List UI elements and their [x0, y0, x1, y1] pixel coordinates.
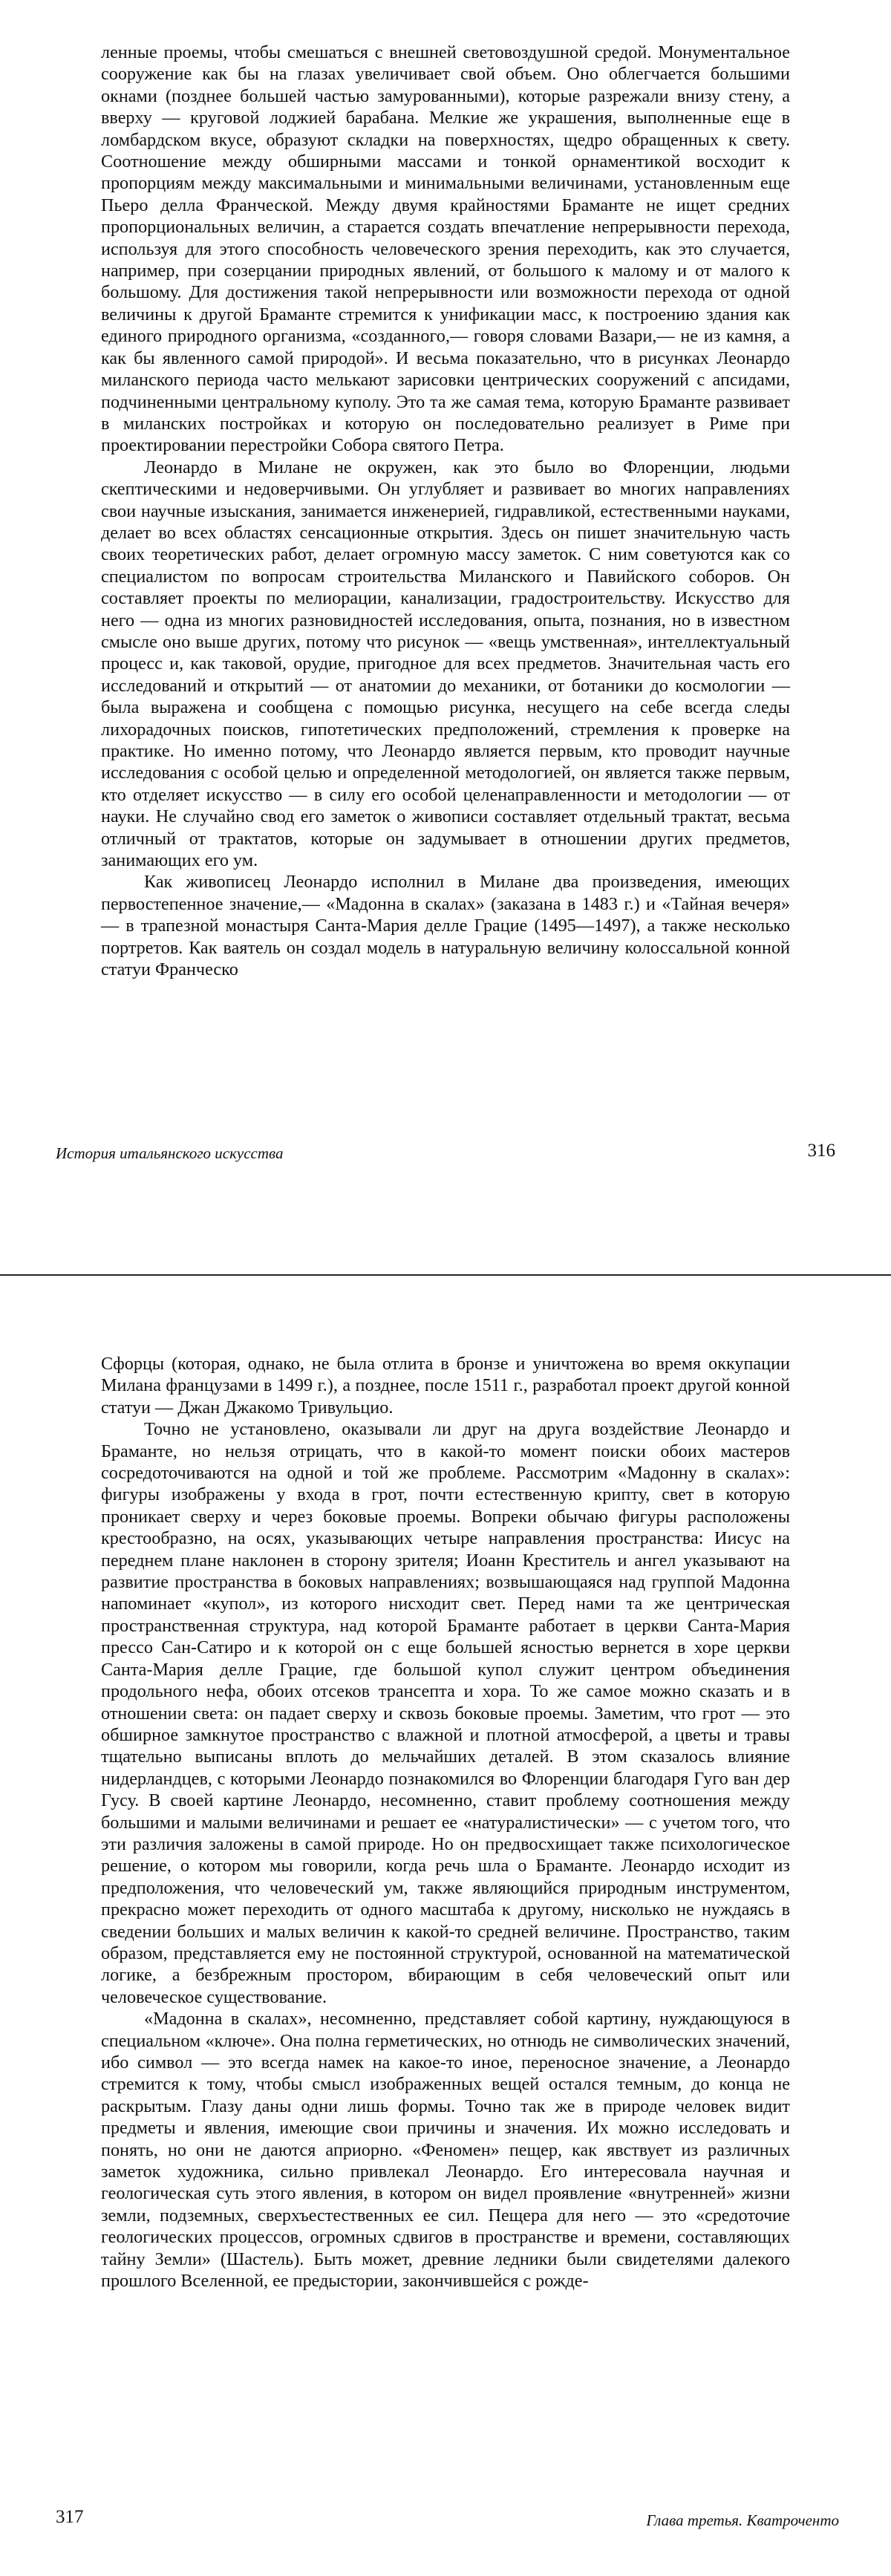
page-316-body [101, 42, 790, 980]
paragraph: «Мадонна в скалах», несомненно, представляет собой картину, нуждающуюся в специальном «ключе». Она полна герметических, но отнюдь не символических значений, ибо символ — это всегда намек на какое-то иное, переносное значение, а Леонардо стремится к тому, чтобы смысл изображенных вещей остался темным, до конца не раскрытым. Глазу даны одни лишь формы. Точно так же в природе человек видит предметы и явления, имеющие свои причины и значения. Их можно исследовать и понять, но они не даются априорно. «Феномен» пещер, как явствует из различных заметок художника, сильно привлекал Леонардо. Его интересовала научная и геологическая суть этого явления, в котором он видел проявление «внутренней» жизни земли, подземных, сверхъестественных ее сил. Пещера для него — это «средоточие геологических процессов, огромных сдвигов в пространстве и времени, составляющих тайну Земли» (Шастель). Быть может, древние ледники были свидетелями далекого прошлого Вселенной, ее предыстории, закончившейся с рожде- [101, 2009, 790, 2292]
paragraph: Леонардо в Милане не окружен, как это было во Флоренции, людьми скептическими и недоверчивыми. Он углубляет и развивает во многих направлениях свои научные изыскания, занимается инженерией, гидравликой, естественными науками, делает во всех областях сенсационные открытия. Здесь он пишет значительную часть своих теоретических работ, делает огромную массу заметок. С ним советуются как со специалистом по вопросам строительства Миланского и Павийского соборов. Он составляет проекты по мелиорации, канализации, градостроительству. Искусство для него — одна из многих разновидностей исследования, опыта, познания, но в известном смысле оно выше других, потому что рисунок — «вещь умственная», интеллектуальный процесс и, как таковой, орудие, пригодное для всех предметов. Значительная часть его исследований и открытий — от анатомии до механики, от ботаники до космологии — была выражена и сообщена с помощью рисунка, несущего на себе всегда следы лихорадочных поисков, гипотетических предположений, стремления к проверке на практике. Но именно потому, что Леонардо является первым, кто проводит научные исследования с особой целью и определенной методологией, он является также первым, кто отделяет искусство — в силу его особой целенаправленности и методологии — от науки. Не случайно свод его заметок о живописи составляет отдельный трактат, весьма отличный от трактатов, которые он задумывает в отношении других предметов, занимающих его ум. [101, 457, 790, 871]
page-number: 316 [807, 1141, 835, 1161]
running-title: История итальянского искусства [56, 1144, 284, 1162]
page-317 [0, 1274, 891, 2576]
paragraph: ленные проемы, чтобы смешаться с внешней световоздушной средой. Монументальное сооружение как бы на глазах увеличивает свой объем. Оно облегчается большими окнами (позднее большей частью замурованными), которые разрежали внизу стену, а вверху — круговой лоджией барабана. Мелкие же украшения, выполненные еще в ломбардском вкусе, образуют складки на поверхностях, щедро обращенных к свету. Соотношение между обширными массами и тонкой орнаментикой восходит к пропорциям между максимальными и минимальными величинами, установленным еще Пьеро делла Франческой. Между двумя крайностями Браманте не ищет средних пропорциональных величин, а старается создать впечатление непрерывности перехода, используя для этого способность человеческого зрения переходить, как это случается, например, при созерцании природных явлений, от большого к малому и от малого к большому. Для достижения такой непрерывности или возможности перехода от одной величины к другой Браманте стремится к унификации масс, к построению здания как единого природного организма, «созданного,— говоря словами Вазари,— не из камня, а как бы явленного самой природой». И весьма показательно, что в рисунках Леонардо миланского периода часто мелькают зарисовки центрических сооружений с апсидами, подчиненными центральному куполу. Это та же самая тема, которую Браманте развивает в миланских постройках и которую он последовательно реализует в Риме при проектировании перестройки Собора святого Петра. [101, 42, 790, 456]
paragraph: Как живописец Леонардо исполнил в Милане два произведения, имеющих первостепенное значение,— «Мадонна в скалах» (заказана в 1483 г.) и «Тайная вечеря» — в трапезной монастыря Санта-Мария делле Грацие (1495—1497), а также несколько портретов. Как ваятель он создал модель в натуральную величину колоссальной конной статуи Франческо [101, 872, 790, 980]
page-317-body [101, 1353, 790, 2292]
page-number: 317 [56, 2507, 84, 2527]
paragraph: Сфорцы (которая, однако, не была отлита в бронзе и уничтожена во время оккупации Милана французами в 1499 г.), а позднее, после 1511 г., разработал проект другой конной статуи — Джан Джакомо Тривульцио. [101, 1354, 790, 1418]
chapter-title: Глава третья. Кватроченто [646, 2511, 839, 2529]
paragraph: Точно не установлено, оказывали ли друг на друга воздействие Леонардо и Браманте, но нельзя отрицать, что в какой-то момент поиски обоих мастеров сосредоточиваются на одной и той же проблеме. Рассмотрим «Мадонну в скалах»: фигуры изображены у входа в грот, почти естественную крипту, свет в которую проникает сверху и через боковые проемы. Вопреки обычаю фигуры расположены крестообразно, на осях, указывающих четыре направления пространства: Иисус на переднем плане наклонен в сторону зрителя; Иоанн Креститель и ангел указывают на развитие пространства в боковых направлениях; возвышающаяся над группой Мадонна напоминает «купол», из которого нисходит свет. Перед нами та же центрическая пространственная структура, над которой Браманте работает в церкви Санта-Мария прессо Сан-Сатиро и к которой он с еще большей ясностью вернется в хоре церкви Санта-Мария делле Грацие, где большой купол служит центром объединения продольного нефа, обоих отсеков трансепта и хора. То же самое можно сказать и в отношении света: он падает сверху и сквозь боковые проемы. Заметим, что грот — это обширное замкнутое пространство с влажной и плотной атмосферой, а цветы и травы тщательно выписаны вплоть до мельчайших деталей. В этом сказалось влияние нидерландцев, с которыми Леонардо познакомился во Флоренции благодаря Гуго ван дер Гусу. В своей картине Леонардо, несомненно, ставит проблему соотношения между большими и малыми величинами и решает ее «натуралистически» — с учетом того, что эти различия заложены в самой природе. Но он предвосхищает также психологическое решение, о котором мы говорили, когда речь шла о Браманте. Леонардо исходит из предположения, что человеческий ум, также являющийся природным инструментом, прекрасно может переходить от одного масштаба к другому, нисколько не нуждаясь в сведении больших и малых величин к какой-то средней величине. Пространство, таким образом, представляется ему не постоянной структурой, основанной на математической логике, а безбрежным простором, вбирающим в себя человеческий опыт или человеческое существование. [101, 1419, 790, 2007]
page-316 [0, 0, 891, 1274]
